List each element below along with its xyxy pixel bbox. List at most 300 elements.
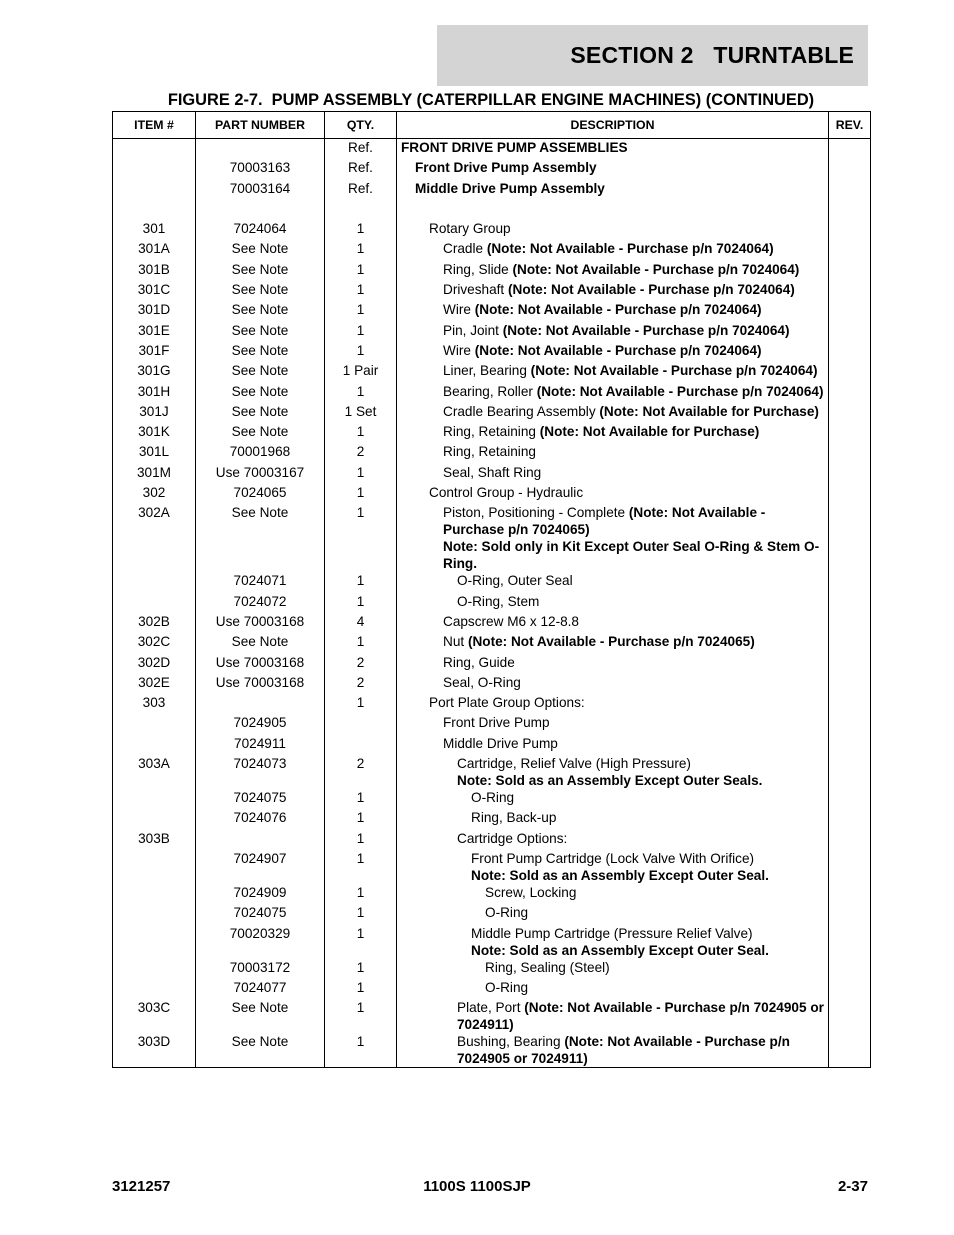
description-label: Driveshaft	[443, 282, 508, 298]
revision-cell	[829, 403, 871, 423]
description-note: (Note: Not Available - Purchase p/n 7024064)	[486, 241, 774, 257]
part-number-cell: See Note	[196, 362, 325, 382]
description-cell	[397, 443, 829, 463]
table-row	[113, 755, 871, 789]
table-row	[113, 959, 871, 979]
revision-cell	[829, 809, 871, 829]
description-cell	[397, 735, 829, 755]
part-number-cell: See Note	[196, 301, 325, 321]
revision-cell	[829, 383, 871, 403]
table-row	[113, 735, 871, 755]
description-note: (Note: Not Available - Purchase p/n 7024064)	[502, 322, 790, 338]
description-label: Plate, Port	[457, 1000, 525, 1016]
quantity-cell: 1 Pair	[325, 362, 397, 382]
table-row	[113, 281, 871, 301]
description-text	[401, 464, 824, 481]
description-cell	[397, 362, 829, 382]
description-label: Ring, Sealing (Steel)	[485, 959, 610, 975]
description-note: (Note: Not Available - Purchase p/n 7024064)	[536, 383, 824, 399]
description-label: Cradle	[443, 241, 487, 257]
description-label: Middle Pump Cartridge (Pressure Relief Valve)	[471, 925, 753, 941]
table-row	[113, 613, 871, 633]
item-number-cell	[113, 593, 196, 613]
item-number-cell: 302B	[113, 613, 196, 633]
column-header-description: DESCRIPTION	[397, 112, 829, 139]
description-label: Wire	[443, 342, 475, 358]
item-number-cell	[113, 180, 196, 200]
item-number-cell: 303	[113, 694, 196, 714]
description-cell	[397, 159, 829, 179]
description-text	[401, 362, 824, 379]
table-row	[113, 464, 871, 484]
revision-cell	[829, 674, 871, 694]
description-text	[401, 139, 824, 156]
part-number-cell: 7024911	[196, 735, 325, 755]
description-cell	[397, 504, 829, 572]
part-number-cell: See Note	[196, 633, 325, 653]
quantity-cell: 1	[325, 633, 397, 653]
description-cell	[397, 261, 829, 281]
footer-model: 1100S 1100SJP	[423, 1178, 531, 1195]
revision-cell	[829, 261, 871, 281]
description-label: O-Ring, Outer Seal	[457, 573, 573, 589]
description-text	[401, 572, 824, 589]
table-row	[113, 904, 871, 924]
description-cell	[397, 904, 829, 924]
description-text	[401, 301, 824, 318]
part-number-cell: 70003172	[196, 959, 325, 979]
description-text	[401, 654, 824, 671]
description-cell	[397, 403, 829, 423]
description-cell	[397, 830, 829, 850]
table-row	[113, 443, 871, 463]
table-row	[113, 633, 871, 653]
description-text	[401, 789, 824, 806]
quantity-cell: 1	[325, 301, 397, 321]
table-row	[113, 979, 871, 999]
table-header-row	[113, 112, 871, 139]
description-text	[401, 714, 824, 731]
table-row	[113, 403, 871, 423]
part-number-cell: See Note	[196, 999, 325, 1033]
description-text	[401, 322, 824, 339]
table-row	[113, 674, 871, 694]
description-label: Ring, Back-up	[471, 810, 557, 826]
description-note: (Note: Not Available for Purchase)	[599, 403, 819, 419]
item-number-cell	[113, 850, 196, 884]
part-number-cell: 7024905	[196, 714, 325, 734]
column-header-part-number: PART NUMBER	[196, 112, 325, 139]
revision-cell	[829, 850, 871, 884]
description-label: Liner, Bearing	[443, 363, 531, 379]
revision-cell	[829, 755, 871, 789]
figure-title: FIGURE 2-7. PUMP ASSEMBLY (CATERPILLAR ENGINE MACHINES) (CONTINUED)	[167, 91, 815, 109]
quantity-cell: 1	[325, 1033, 397, 1068]
description-label: Ring, Slide	[443, 261, 513, 277]
revision-cell	[829, 159, 871, 179]
part-number-cell: 7024909	[196, 884, 325, 904]
table-row	[113, 484, 871, 504]
revision-cell	[829, 830, 871, 850]
description-text	[401, 281, 824, 298]
revision-cell	[829, 220, 871, 240]
description-text	[401, 674, 824, 691]
revision-cell	[829, 694, 871, 714]
item-number-cell: 301D	[113, 301, 196, 321]
table-row	[113, 884, 871, 904]
table-row	[113, 572, 871, 592]
description-text	[401, 443, 824, 460]
table-row	[113, 809, 871, 829]
description-cell	[397, 240, 829, 260]
item-number-cell	[113, 572, 196, 592]
item-number-cell: 301C	[113, 281, 196, 301]
description-note: (Note: Not Available - Purchase p/n 7024064)	[512, 261, 800, 277]
description-label: Seal, O-Ring	[443, 674, 521, 690]
quantity-cell: 1	[325, 220, 397, 240]
description-note: FRONT DRIVE PUMP ASSEMBLIES	[401, 140, 628, 155]
revision-cell	[829, 593, 871, 613]
revision-cell	[829, 301, 871, 321]
description-cell	[397, 789, 829, 809]
description-text	[401, 904, 824, 921]
description-label: Cartridge Options:	[457, 830, 568, 846]
part-number-cell: See Note	[196, 1033, 325, 1068]
description-text	[401, 180, 824, 197]
item-number-cell	[113, 979, 196, 999]
part-number-cell: 7024076	[196, 809, 325, 829]
item-number-cell	[113, 925, 196, 959]
item-number-cell: 302D	[113, 654, 196, 674]
quantity-cell: 1	[325, 261, 397, 281]
description-label: Bearing, Roller	[443, 383, 537, 399]
description-note: (Note: Not Available - Purchase p/n 7024064)	[530, 363, 818, 379]
item-number-cell: 302E	[113, 674, 196, 694]
description-cell	[397, 464, 829, 484]
description-note: (Note: Not Available - Purchase p/n 7024064)	[474, 342, 762, 358]
description-note: (Note: Not Available - Purchase p/n 7024905 or 7024911)	[457, 1034, 790, 1067]
item-number-cell: 303D	[113, 1033, 196, 1068]
description-label: Port Plate Group Options:	[429, 695, 585, 711]
revision-cell	[829, 240, 871, 260]
quantity-cell	[325, 714, 397, 734]
description-cell	[397, 999, 829, 1033]
table-row	[113, 999, 871, 1033]
description-cell	[397, 322, 829, 342]
description-text	[401, 959, 824, 976]
item-number-cell: 301E	[113, 322, 196, 342]
part-number-cell: 7024077	[196, 979, 325, 999]
quantity-cell: 1	[325, 884, 397, 904]
revision-cell	[829, 999, 871, 1033]
item-number-cell: 301H	[113, 383, 196, 403]
part-number-cell: See Note	[196, 403, 325, 423]
description-label: O-Ring	[485, 905, 529, 921]
description-text	[401, 403, 824, 420]
revision-cell	[829, 884, 871, 904]
table-row	[113, 593, 871, 613]
quantity-cell: 1	[325, 789, 397, 809]
quantity-cell: 1	[325, 464, 397, 484]
column-header-rev: REV.	[829, 112, 871, 139]
column-header-qty: QTY.	[325, 112, 397, 139]
item-number-cell	[113, 904, 196, 924]
description-text	[401, 735, 824, 752]
description-cell	[397, 200, 829, 220]
description-cell	[397, 593, 829, 613]
quantity-cell: 1	[325, 925, 397, 959]
description-cell	[397, 342, 829, 362]
table-row	[113, 830, 871, 850]
part-number-cell	[196, 830, 325, 850]
table-row	[113, 789, 871, 809]
description-label: Front Drive Pump	[443, 715, 550, 731]
table-row	[113, 180, 871, 200]
section-title: SECTION 2 TURNTABLE	[570, 42, 854, 68]
description-text	[401, 755, 824, 789]
description-label: Ring, Guide	[443, 654, 515, 670]
item-number-cell	[113, 735, 196, 755]
description-text	[401, 240, 824, 257]
quantity-cell	[325, 735, 397, 755]
revision-cell	[829, 322, 871, 342]
part-number-cell: 70003163	[196, 159, 325, 179]
revision-cell	[829, 904, 871, 924]
footer-page-number: 2-37	[837, 1178, 868, 1195]
quantity-cell: Ref.	[325, 180, 397, 200]
description-note: Middle Drive Pump Assembly	[415, 180, 605, 196]
part-number-cell: See Note	[196, 423, 325, 443]
part-number-cell: See Note	[196, 383, 325, 403]
revision-cell	[829, 200, 871, 220]
quantity-cell: 1	[325, 383, 397, 403]
item-number-cell	[113, 139, 196, 160]
description-note: (Note: Not Available - Purchase p/n 7024065)	[467, 634, 755, 650]
part-number-cell: 7024072	[196, 593, 325, 613]
item-number-cell: 301L	[113, 443, 196, 463]
description-cell	[397, 139, 829, 160]
description-label: Nut	[443, 634, 468, 650]
quantity-cell: 1	[325, 240, 397, 260]
table-row	[113, 694, 871, 714]
part-number-cell: 7024075	[196, 904, 325, 924]
description-label: Cartridge, Relief Valve (High Pressure)	[457, 756, 691, 772]
description-note: Note: Sold as an Assembly Except Outer Seal.	[471, 867, 769, 883]
column-header-item: ITEM #	[113, 112, 196, 139]
description-text	[401, 342, 824, 359]
table-row	[113, 139, 871, 160]
description-cell	[397, 654, 829, 674]
quantity-cell: 4	[325, 613, 397, 633]
revision-cell	[829, 925, 871, 959]
item-number-cell	[113, 159, 196, 179]
table-row	[113, 714, 871, 734]
description-cell	[397, 850, 829, 884]
description-cell	[397, 674, 829, 694]
description-note: (Note: Not Available - Purchase p/n 7024905 or 7024911)	[457, 1000, 824, 1033]
table-row	[113, 240, 871, 260]
quantity-cell: 1	[325, 281, 397, 301]
item-number-cell: 303B	[113, 830, 196, 850]
description-label: Ring, Retaining	[443, 444, 536, 460]
item-number-cell: 301M	[113, 464, 196, 484]
quantity-cell: 1	[325, 979, 397, 999]
part-number-cell: See Note	[196, 342, 325, 362]
revision-cell	[829, 423, 871, 443]
part-number-cell	[196, 694, 325, 714]
item-number-cell: 302	[113, 484, 196, 504]
description-label: Ring, Retaining	[443, 424, 540, 440]
description-note: Front Drive Pump Assembly	[415, 160, 597, 176]
description-cell	[397, 180, 829, 200]
quantity-cell: 1	[325, 572, 397, 592]
description-label: O-Ring	[471, 790, 515, 806]
quantity-cell: 2	[325, 755, 397, 789]
description-label: Control Group - Hydraulic	[429, 485, 584, 501]
part-number-cell: See Note	[196, 281, 325, 301]
description-label: Screw, Locking	[485, 884, 577, 900]
description-label: O-Ring	[485, 979, 529, 995]
revision-cell	[829, 572, 871, 592]
part-number-cell	[196, 139, 325, 160]
description-label: Wire	[443, 302, 475, 318]
description-label: Pin, Joint	[443, 322, 503, 338]
revision-cell	[829, 443, 871, 463]
description-note: Note: Sold only in Kit Except Outer Seal O-Ring & Stem O-Ring.	[443, 539, 820, 572]
item-number-cell	[113, 200, 196, 220]
description-label: Capscrew M6 x 12-8.8	[443, 613, 579, 629]
table-row	[113, 925, 871, 959]
part-number-cell: 7024064	[196, 220, 325, 240]
description-label: Cradle Bearing Assembly	[443, 403, 600, 419]
revision-cell	[829, 180, 871, 200]
table-row	[113, 220, 871, 240]
part-number-cell: See Note	[196, 322, 325, 342]
part-number-cell: See Note	[196, 504, 325, 572]
description-cell	[397, 613, 829, 633]
quantity-cell: 1	[325, 999, 397, 1033]
description-text	[401, 613, 824, 630]
description-cell	[397, 959, 829, 979]
description-cell	[397, 633, 829, 653]
description-label: Bushing, Bearing	[457, 1034, 565, 1050]
part-number-cell: See Note	[196, 261, 325, 281]
item-number-cell: 301A	[113, 240, 196, 260]
description-note: (Note: Not Available - Purchase p/n 7024064)	[474, 302, 762, 318]
description-cell	[397, 572, 829, 592]
revision-cell	[829, 342, 871, 362]
item-number-cell: 301G	[113, 362, 196, 382]
description-label: O-Ring, Stem	[457, 593, 540, 609]
description-cell	[397, 281, 829, 301]
quantity-cell: 1	[325, 830, 397, 850]
revision-cell	[829, 139, 871, 160]
description-text	[401, 1033, 824, 1067]
description-label: Front Pump Cartridge (Lock Valve With Orifice)	[471, 850, 755, 866]
item-number-cell: 303C	[113, 999, 196, 1033]
table-row	[113, 654, 871, 674]
revision-cell	[829, 613, 871, 633]
quantity-cell	[325, 200, 397, 220]
description-cell	[397, 484, 829, 504]
part-number-cell: Use 70003168	[196, 654, 325, 674]
description-cell	[397, 1033, 829, 1068]
quantity-cell: 1	[325, 342, 397, 362]
quantity-cell: 1	[325, 809, 397, 829]
quantity-cell: 2	[325, 443, 397, 463]
item-number-cell	[113, 789, 196, 809]
revision-cell	[829, 362, 871, 382]
item-number-cell	[113, 809, 196, 829]
description-cell	[397, 714, 829, 734]
part-number-cell: See Note	[196, 240, 325, 260]
description-cell	[397, 925, 829, 959]
section-header	[437, 25, 868, 86]
revision-cell	[829, 281, 871, 301]
description-cell	[397, 755, 829, 789]
description-label: Seal, Shaft Ring	[443, 464, 542, 480]
revision-cell	[829, 789, 871, 809]
part-number-cell: 7024075	[196, 789, 325, 809]
part-number-cell: 7024907	[196, 850, 325, 884]
quantity-cell: 2	[325, 674, 397, 694]
description-cell	[397, 884, 829, 904]
description-cell	[397, 423, 829, 443]
revision-cell	[829, 735, 871, 755]
part-number-cell: 70003164	[196, 180, 325, 200]
item-number-cell: 301J	[113, 403, 196, 423]
item-number-cell: 301B	[113, 261, 196, 281]
description-text	[401, 261, 824, 278]
quantity-cell: Ref.	[325, 139, 397, 160]
description-cell	[397, 694, 829, 714]
description-text	[401, 809, 824, 826]
table-row-spacer	[113, 200, 871, 220]
quantity-cell: 1	[325, 484, 397, 504]
quantity-cell: 1	[325, 423, 397, 443]
quantity-cell: 1	[325, 694, 397, 714]
part-number-cell: Use 70003168	[196, 613, 325, 633]
description-cell	[397, 979, 829, 999]
description-text	[401, 423, 824, 440]
part-number-cell: Use 70003167	[196, 464, 325, 484]
description-label: Rotary Group	[429, 221, 511, 237]
table-row	[113, 261, 871, 281]
description-text	[401, 884, 824, 901]
revision-cell	[829, 504, 871, 572]
footer-doc-number: 3121257	[112, 1178, 171, 1195]
description-text	[401, 979, 824, 996]
table-row	[113, 322, 871, 342]
description-text	[401, 850, 824, 884]
item-number-cell	[113, 884, 196, 904]
quantity-cell: 2	[325, 654, 397, 674]
table-row	[113, 423, 871, 443]
description-cell	[397, 809, 829, 829]
description-note: (Note: Not Available for Purchase)	[539, 424, 760, 440]
description-cell	[397, 220, 829, 240]
description-text	[401, 504, 824, 572]
description-text	[401, 925, 824, 959]
quantity-cell: 1	[325, 959, 397, 979]
table-row	[113, 383, 871, 403]
quantity-cell: 1	[325, 593, 397, 613]
part-number-cell: 70020329	[196, 925, 325, 959]
item-number-cell: 301F	[113, 342, 196, 362]
revision-cell	[829, 633, 871, 653]
description-text	[401, 999, 824, 1033]
quantity-cell: 1	[325, 850, 397, 884]
